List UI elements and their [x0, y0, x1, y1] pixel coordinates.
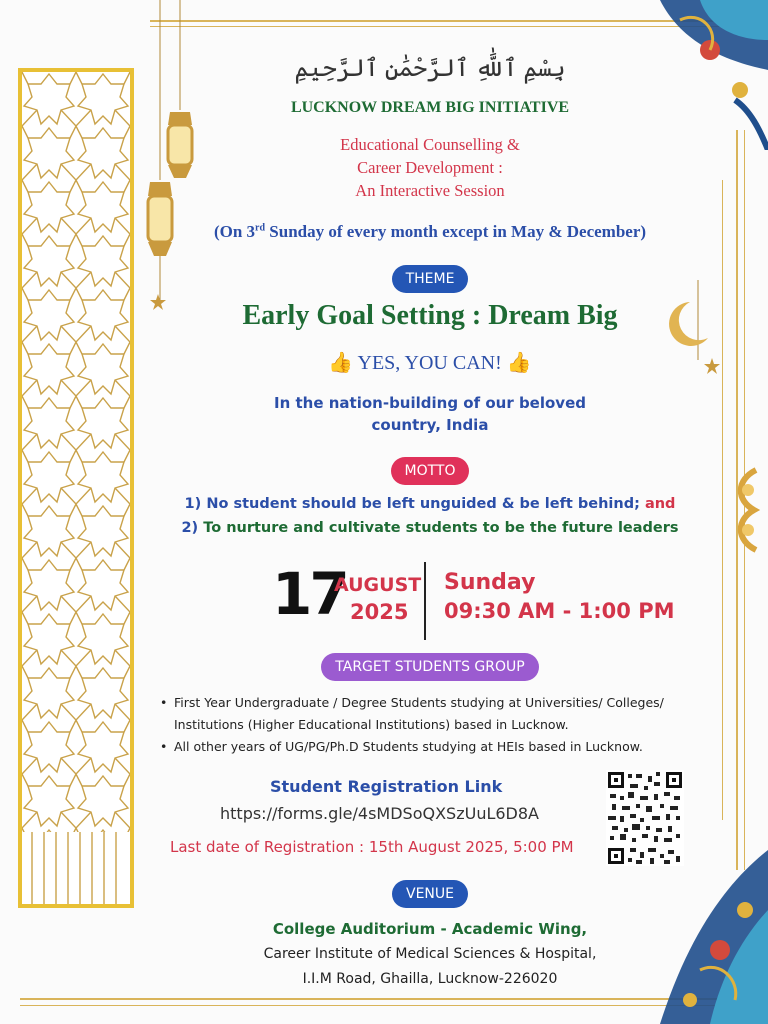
venue-line-2: Career Institute of Medical Sciences & Hospital, [263, 946, 597, 962]
motto-line-2: To nurture and cultivate students to be the future leaders [203, 520, 679, 536]
event-time: 09:30 AM - 1:00 PM [444, 599, 675, 623]
event-weekday: Sunday [444, 570, 536, 595]
schedule-pre: (On 3 [213, 222, 256, 241]
registration-label: Student Registration Link [270, 777, 503, 796]
lattice-pattern-icon [22, 72, 130, 904]
schedule-note [150, 222, 710, 242]
venue-line-3: I.I.M Road, Ghailla, Lucknow-226020 [302, 971, 558, 987]
thumbs-up-icon-2: 👍 [506, 350, 532, 374]
event-month: AUGUST [334, 574, 422, 596]
event-day: 17 [272, 560, 347, 628]
motto-item-1 [150, 492, 710, 516]
venue-address [150, 917, 710, 992]
registration-deadline: Last date of Registration : 15th August 2025, 5:00 PM [170, 838, 574, 856]
motto-line-1: No student should be left unguided & be left behind; [206, 496, 640, 512]
target-item-2: • All other years of UG/PG/Ph.D Students studying at HEIs based in Lucknow. [160, 736, 680, 758]
venue-line-1: College Auditorium - Academic Wing, [272, 920, 588, 938]
right-border-line-3 [722, 180, 723, 820]
theme-title: Early Goal Setting : Dream Big [242, 300, 618, 331]
session-subtitle [150, 133, 710, 202]
subtitle-line-3: An Interactive Session [355, 181, 505, 200]
thumbs-up-icon: 👍 [328, 350, 354, 374]
motto-item-2 [150, 516, 710, 540]
target-badge: TARGET STUDENTS GROUP [321, 653, 538, 681]
registration-url[interactable]: https://forms.gle/4sMDSoQXSzUuL6D8A [220, 804, 539, 823]
motto-list [150, 492, 710, 540]
initiative-title: LUCKNOW DREAM BIG INITIATIVE [290, 99, 570, 116]
yes-you-can [150, 350, 710, 375]
subtitle-line-2: Career Development : [357, 158, 503, 177]
motto-num-2: 2) [181, 520, 199, 536]
geometric-lattice-panel [18, 68, 134, 908]
bismillah-calligraphy: بِسْمِ ٱللَّٰهِ ٱلرَّحْمَٰنِ ٱلرَّحِيمِ [294, 56, 566, 82]
nation-line-1: In the nation-building of our beloved [274, 394, 586, 412]
event-year: 2025 [350, 600, 409, 624]
motto-badge: MOTTO [391, 457, 470, 485]
nation-line-2: country, India [371, 416, 489, 434]
motto-num-1: 1) [184, 496, 202, 512]
venue-badge: VENUE [392, 880, 468, 908]
yes-text: YES, YOU CAN! [357, 352, 502, 374]
date-divider [424, 562, 426, 640]
target-list [160, 692, 680, 758]
theme-badge: THEME [392, 265, 469, 293]
schedule-sup: rd [255, 222, 266, 234]
qr-code-icon[interactable] [606, 770, 684, 866]
schedule-post: Sunday of every month except in May & December) [265, 222, 647, 241]
nation-text [150, 392, 710, 436]
subtitle-line-1: Educational Counselling & [340, 135, 520, 154]
gold-scroll-ornament-icon [726, 460, 768, 560]
motto-and: and [644, 496, 676, 512]
target-item-1: • First Year Undergraduate / Degree Students studying at Universities/ Colleges/ Institutions (Higher Educational Institutions) based in Lucknow. [160, 692, 680, 736]
